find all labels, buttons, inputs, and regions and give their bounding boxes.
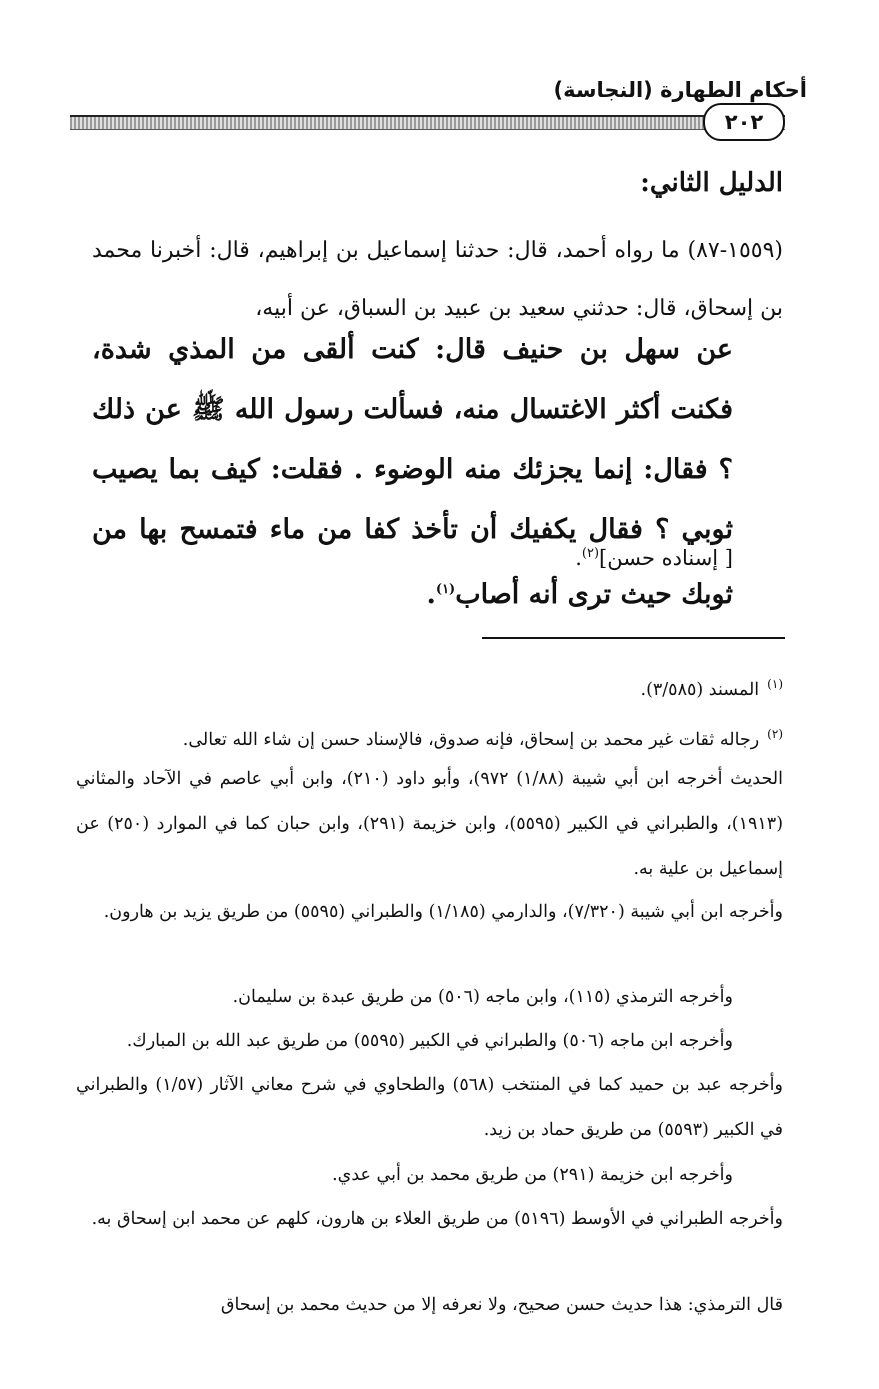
footnote-paragraph: وأخرجه ابن خزيمة (٢٩١) من طريق محمد بن أبي عدي. bbox=[332, 1165, 733, 1185]
grade-text: [ إسناده حسن] bbox=[599, 546, 733, 570]
header-rule bbox=[70, 115, 785, 130]
footnote-paragraph: وأخرجه الطبراني في الأوسط (٥١٩٦) من طريق العلاء بن هارون، كلهم عن محمد ابن إسحاق به. bbox=[91, 1209, 783, 1229]
isnad-line-2: أخبرنا محمد بن إسحاق، قال: حدثني سعيد بن عبيد بن السباق، عن أبيه، bbox=[92, 238, 783, 321]
section-heading: الدليل الثاني: bbox=[640, 168, 783, 198]
footnote-2 bbox=[76, 712, 783, 763]
hadith-text bbox=[92, 320, 733, 625]
grade-end-mark: . bbox=[575, 546, 582, 570]
footnote-text: المسند (٣/٥٨٥). bbox=[640, 679, 760, 700]
running-title: أحكام الطهارة (النجاسة) bbox=[553, 78, 807, 102]
footnote-paragraph: وأخرجه الترمذي (١١٥)، وابن ماجه (٥٠٦) من طريق عبدة بن سليمان. bbox=[232, 987, 733, 1007]
footnote-ref-2: (٢) bbox=[581, 546, 600, 561]
isnad-line-1: (١٥٥٩-٨٧) ما رواه أحمد، قال: حدثنا إسماعيل بن إبراهيم، قال: bbox=[209, 238, 783, 263]
grade-note bbox=[575, 546, 733, 570]
hadith-end-mark: . bbox=[426, 579, 436, 610]
footnote-paragraph: وأخرجه ابن ماجه (٥٠٦) والطبراني في الكبير (٥٥٩٥) من طريق عبد الله بن المبارك. bbox=[126, 1031, 733, 1051]
footnote-paragraph: وأخرجه عبد بن حميد كما في المنتخب (٥٦٨) والطحاوي في شرح معاني الآثار (١/٥٧) والطبراني في الكبير (٥٥٩٣) من طريق حماد بن زيد. bbox=[76, 1075, 783, 1140]
page-number: ٢٠٢ bbox=[703, 103, 785, 141]
footnote-paragraph: وأخرجه ابن أبي شيبة (٧/٣٢٠)، والدارمي (١/١٨٥) والطبراني (٥٥٩٥) من طريق يزيد بن هارون. bbox=[103, 902, 783, 922]
footnote-paragraph: قال الترمذي: هذا حديث حسن صحيح، ولا نعرفه إلا من حديث محمد بن إسحاق bbox=[220, 1295, 783, 1315]
hadith-body: عن سهل بن حنيف قال: كنت ألقى من المذي شدة، فكنت أكثر الاغتسال منه، فسألت رسول الله ﷺ عن ذلك ؟ فقال: إنما يجزئك منه الوضوء . فقلت: كيف بما يصيب ثوبي ؟ فقال يكفيك أن تأخذ كفا من ماء فتمسح بها من ثوبك حيث ترى أنه أصاب bbox=[92, 334, 733, 610]
footnote-number: (١) bbox=[767, 677, 783, 691]
footnote-1 bbox=[76, 662, 783, 713]
footnote-separator bbox=[482, 637, 785, 639]
footnote-paragraph: الحديث أخرجه ابن أبي شيبة (١/٨٨) ٩٧٢)، وأبو داود (٢١٠)، وابن أبي عاصم في الآحاد والمثاني (١٩١٣)، والطبراني في الكبير (٥٥٩٥)، وابن خزيمة (٢٩١)، وابن حبان كما في الموارد (٢٥٠) عن إسماعيل بن علية به. bbox=[76, 769, 784, 879]
footnote-ref-1: (١) bbox=[435, 582, 456, 597]
footnote-text: رجاله ثقات غير محمد بن إسحاق، فإنه صدوق، فالإسناد حسن إن شاء الله تعالى. bbox=[182, 729, 760, 750]
footnote-number: (٢) bbox=[767, 727, 783, 741]
